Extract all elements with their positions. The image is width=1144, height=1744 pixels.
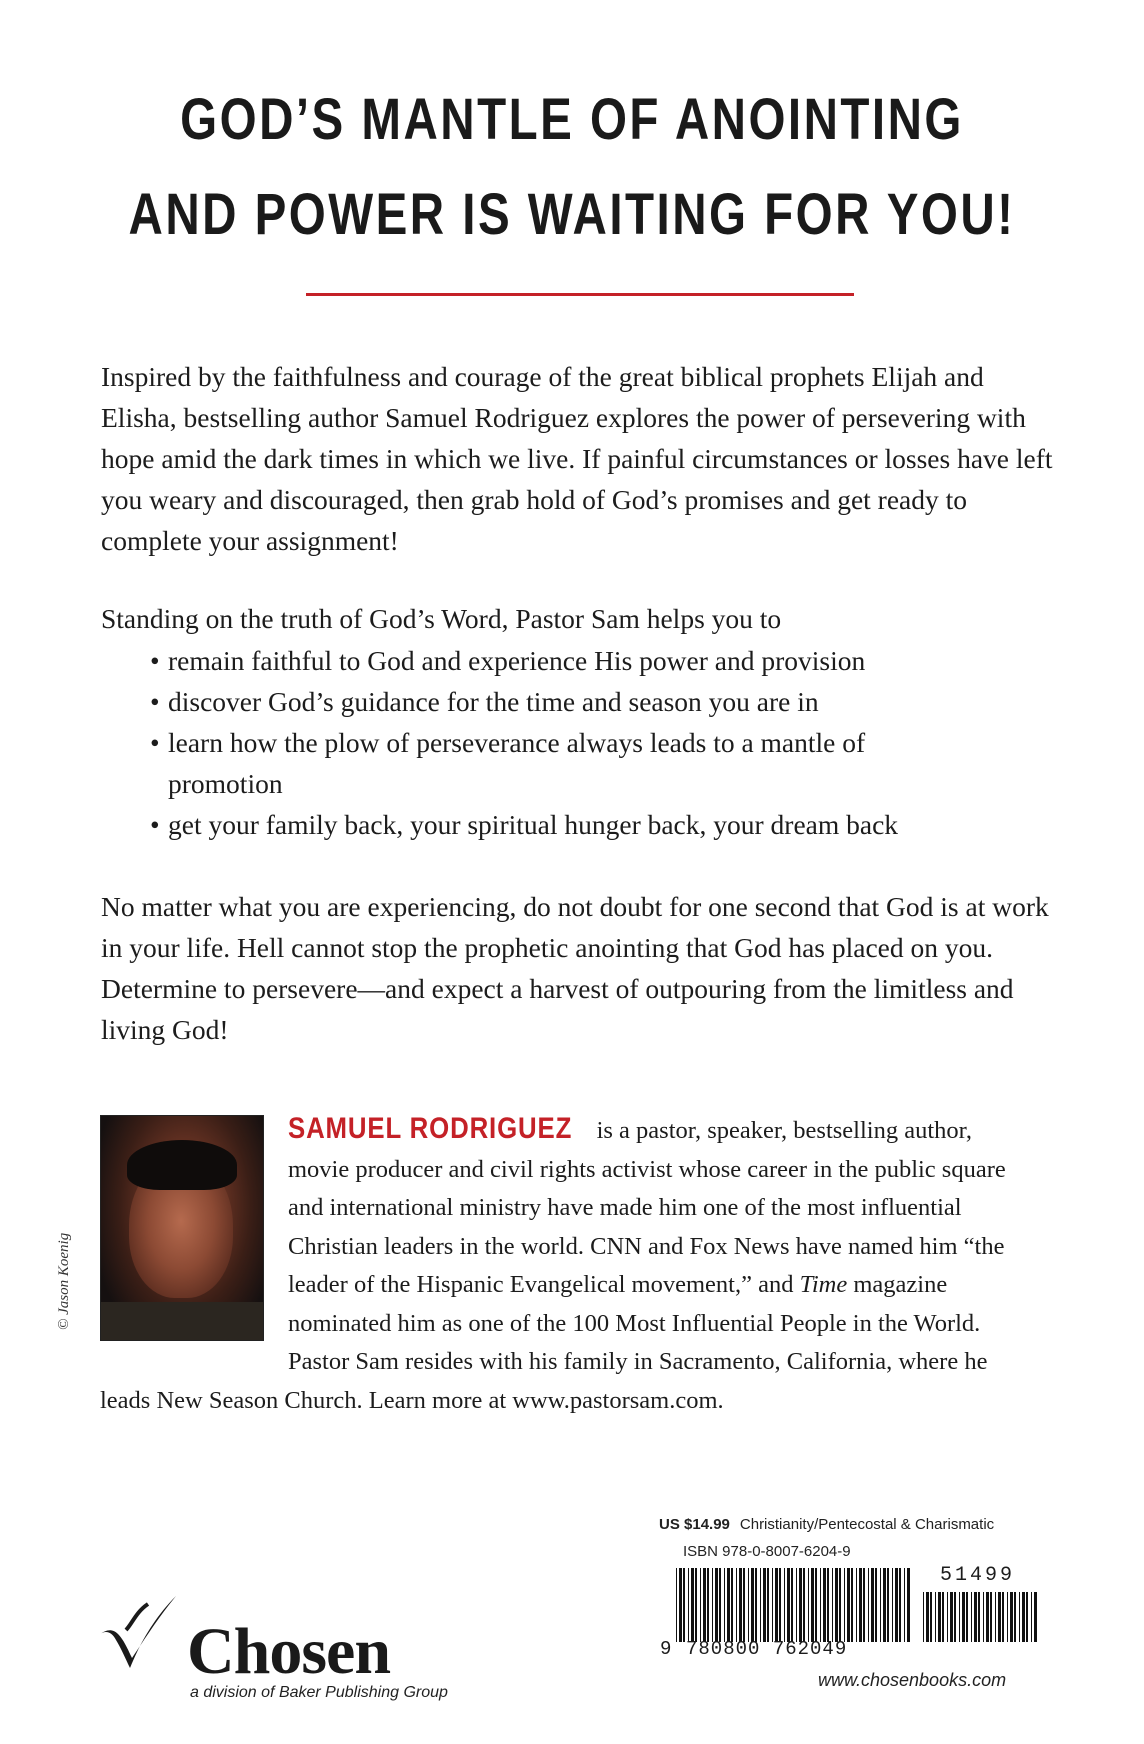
barcode-bar (950, 1592, 953, 1642)
barcode-bar (844, 1568, 845, 1642)
benefits-list (150, 640, 928, 845)
barcode-bar (892, 1568, 893, 1642)
barcode-bar (691, 1568, 694, 1642)
barcode-bar (715, 1568, 718, 1642)
barcode-bar (859, 1568, 862, 1642)
barcode-bar (751, 1568, 754, 1642)
barcode-bar (1034, 1592, 1037, 1642)
barcode-bar (904, 1568, 905, 1642)
barcode-bar (856, 1568, 857, 1642)
publisher-subtitle: a division of Baker Publishing Group (190, 1684, 448, 1701)
barcode-bar (839, 1568, 841, 1642)
barcode-bar (743, 1568, 745, 1642)
barcode-bar (995, 1592, 996, 1642)
price: US $14.99 (659, 1516, 730, 1533)
photo-credit: © Jason Koenig (56, 1232, 72, 1330)
intro-paragraph: Inspired by the faithfulness and courage of the great biblical prophets Elijah and Elisha, bestselling author Samuel Rodriguez explores the power of persevering with hope amid the dark times in which we live. If painful circumstances or losses have left you weary and discouraged, then grab hold of God’s promises and get ready to complete your assignment! (101, 361, 1053, 556)
author-name: SAMUEL RODRIGUEZ (288, 1112, 573, 1145)
barcode-bar (712, 1568, 713, 1642)
headline-line-2: AND POWER IS WAITING FOR YOU! (128, 182, 1016, 247)
photo-spacer (100, 1110, 288, 1350)
barcode-bar (983, 1592, 984, 1642)
bio-text-2: magazine nominated him as one of the 100 Most Influential People in the World. Pastor Sam resides with his family in Sacramento, California, where he leads New Season Church. Learn more at www.pastorsam.com. (100, 1271, 988, 1414)
barcode-bar (1010, 1592, 1013, 1642)
barcode-bar (827, 1568, 829, 1642)
chosen-logo-icon (96, 1590, 180, 1672)
barcode-bar (863, 1568, 865, 1642)
list-intro: Standing on the truth of God’s Word, Pastor Sam helps you to (101, 603, 782, 634)
barcode-bar (880, 1568, 881, 1642)
barcode-bar (763, 1568, 766, 1642)
author-bio (100, 1110, 1036, 1420)
barcode-bar (1022, 1592, 1025, 1642)
barcode-bar (772, 1568, 773, 1642)
barcode-bar (799, 1568, 802, 1642)
barcode-bar (899, 1568, 901, 1642)
barcode-bar (986, 1592, 989, 1642)
barcode-bar (755, 1568, 757, 1642)
barcode-bar (679, 1568, 682, 1642)
headline (103, 72, 1041, 262)
benefit-item: • remain faithful to God and experience His power and provision (150, 640, 928, 681)
barcode-first-digit: 9 (660, 1638, 672, 1660)
barcode-bar (971, 1592, 972, 1642)
barcode-main (676, 1568, 912, 1642)
barcode-bar (700, 1568, 701, 1642)
price-line (659, 1516, 994, 1533)
barcode-bar (895, 1568, 898, 1642)
isbn: ISBN 978-0-8007-6204-9 (683, 1543, 851, 1560)
barcode-bar (748, 1568, 749, 1642)
barcode-bar (907, 1568, 910, 1642)
barcode-bar (947, 1592, 948, 1642)
barcode-bar (736, 1568, 737, 1642)
headline-line-1: GOD’S MANTLE OF ANOINTING (180, 87, 964, 152)
barcode-bar (935, 1592, 936, 1642)
closing-paragraph: No matter what you are experiencing, do not doubt for one second that God is at work in your life. Hell cannot stop the prophetic anointing that God has placed on you. Determine to persevere—and expect a harvest of outpouring from the limitless and living God! (101, 891, 1049, 1045)
barcode-bar (923, 1592, 924, 1642)
red-divider (306, 293, 854, 296)
barcode-bar (683, 1568, 685, 1642)
barcode-bar (676, 1568, 677, 1642)
barcode-bar (875, 1568, 877, 1642)
benefit-item: • learn how the plow of perseverance always leads to a mantle of promotion (150, 722, 928, 804)
barcode-bar (832, 1568, 833, 1642)
barcode-bar (787, 1568, 790, 1642)
barcode-bar (883, 1568, 886, 1642)
barcode-bar (796, 1568, 797, 1642)
barcode-bar (811, 1568, 814, 1642)
barcode-bar (835, 1568, 838, 1642)
barcode-bar (731, 1568, 733, 1642)
barcode-bar (930, 1592, 932, 1642)
barcode-bar (974, 1592, 977, 1642)
barcode-bar (695, 1568, 697, 1642)
barcode-bar (868, 1568, 869, 1642)
barcode-bar (954, 1592, 956, 1642)
barcode-bar (1019, 1592, 1020, 1642)
benefit-item: • get your family back, your spiritual hunger back, your dream back (150, 804, 928, 845)
barcode-bar (942, 1592, 944, 1642)
barcode-bar (1007, 1592, 1008, 1642)
barcode-bar (808, 1568, 809, 1642)
category: Christianity/Pentecostal & Charismatic (739, 1516, 995, 1533)
barcode-bar (820, 1568, 821, 1642)
barcode-bar (990, 1592, 992, 1642)
bio-text-1: is a pastor, speaker, bestselling author, movie producer and civil rights activist whose career in the public square and international ministry have made him one of the most influential Christian leaders in the world. CNN and Fox News have named him “the leader of the Hispanic Evangelical movement,” and (288, 1117, 1006, 1298)
barcode-bar (791, 1568, 793, 1642)
barcode-bar (1002, 1592, 1004, 1642)
benefit-item: • discover God’s guidance for the time and season you are in (150, 681, 928, 722)
barcode-bar (1014, 1592, 1016, 1642)
barcode-bar (1031, 1592, 1032, 1642)
barcode-bar (938, 1592, 941, 1642)
barcode-bar (727, 1568, 730, 1642)
barcode-bar (823, 1568, 826, 1642)
barcode-bar (703, 1568, 706, 1642)
barcode-bar (847, 1568, 850, 1642)
barcode-addon-digits: 51499 (940, 1564, 1016, 1587)
barcode-bar (779, 1568, 781, 1642)
barcode-bar (815, 1568, 817, 1642)
barcode-bar (962, 1592, 965, 1642)
barcode-bar (966, 1592, 968, 1642)
publisher-website: www.chosenbooks.com (818, 1670, 1007, 1690)
barcode-bar (978, 1592, 980, 1642)
barcode-bar (688, 1568, 689, 1642)
barcode-bar (707, 1568, 709, 1642)
barcode-digits: 780800 762049 (686, 1638, 848, 1660)
barcode-bar (871, 1568, 874, 1642)
bio-magazine-title: Time (799, 1271, 848, 1298)
barcode-bar (851, 1568, 853, 1642)
barcode-bar (784, 1568, 785, 1642)
barcode-bar (767, 1568, 769, 1642)
barcode-bar (719, 1568, 721, 1642)
barcode-bar (926, 1592, 929, 1642)
barcode-bar (775, 1568, 778, 1642)
barcode-bar (803, 1568, 805, 1642)
barcode-bar (998, 1592, 1001, 1642)
barcode-bar (1026, 1592, 1028, 1642)
barcode-bar (887, 1568, 889, 1642)
barcode-bar (760, 1568, 761, 1642)
barcode-bar (724, 1568, 725, 1642)
barcode-addon (923, 1592, 1037, 1642)
barcode-bar (959, 1592, 960, 1642)
publisher-name: Chosen (187, 1615, 391, 1688)
barcode-bar (739, 1568, 742, 1642)
